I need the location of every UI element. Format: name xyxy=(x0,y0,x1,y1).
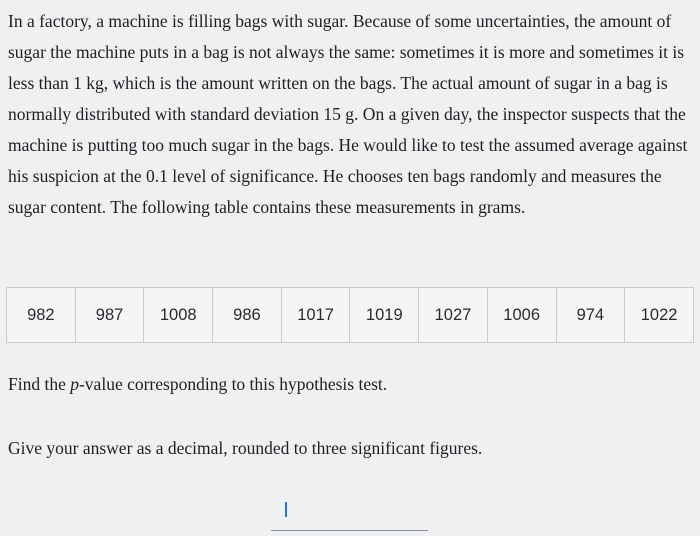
measurement-cell-3: 1008 xyxy=(144,288,213,343)
question-prefix: Find the xyxy=(8,374,71,394)
measurement-cell-5: 1017 xyxy=(281,288,350,343)
measurement-cell-1: 982 xyxy=(7,288,76,343)
measurement-cell-8: 1006 xyxy=(487,288,556,343)
measurements-table xyxy=(6,287,694,343)
measurement-cell-10: 1022 xyxy=(625,288,694,343)
problem-statement: In a factory, a machine is filling bags with sugar. Because of some uncertainties, the amount of sugar the machine puts in a bag is not always the same: sometimes it is more and sometimes it is less than 1 kg, which is the amount written on the bags. The actual amount of sugar in a bag is normally distributed with standard deviation 15 g. On a given day, the inspector suspects that the machine is putting too much sugar in the bags. He would like to test the assumed average against his suspicion at the 0.1 level of significance. He chooses ten bags randomly and measures the sugar content. The following table contains these measurements in grams. xyxy=(8,11,688,217)
measurement-cell-9: 974 xyxy=(556,288,625,343)
p-variable: p xyxy=(70,374,79,394)
question-suffix: -value corresponding to this hypothesis test. xyxy=(78,374,388,394)
table-row xyxy=(7,288,694,343)
text-cursor xyxy=(285,502,287,517)
measurement-cell-2: 987 xyxy=(75,288,144,343)
measurement-cell-7: 1027 xyxy=(419,288,488,343)
question-text xyxy=(8,374,387,395)
answer-input[interactable] xyxy=(271,496,428,531)
measurement-cell-6: 1019 xyxy=(350,288,419,343)
answer-instruction: Give your answer as a decimal, rounded to three significant figures. xyxy=(8,438,483,458)
measurement-cell-4: 986 xyxy=(213,288,282,343)
